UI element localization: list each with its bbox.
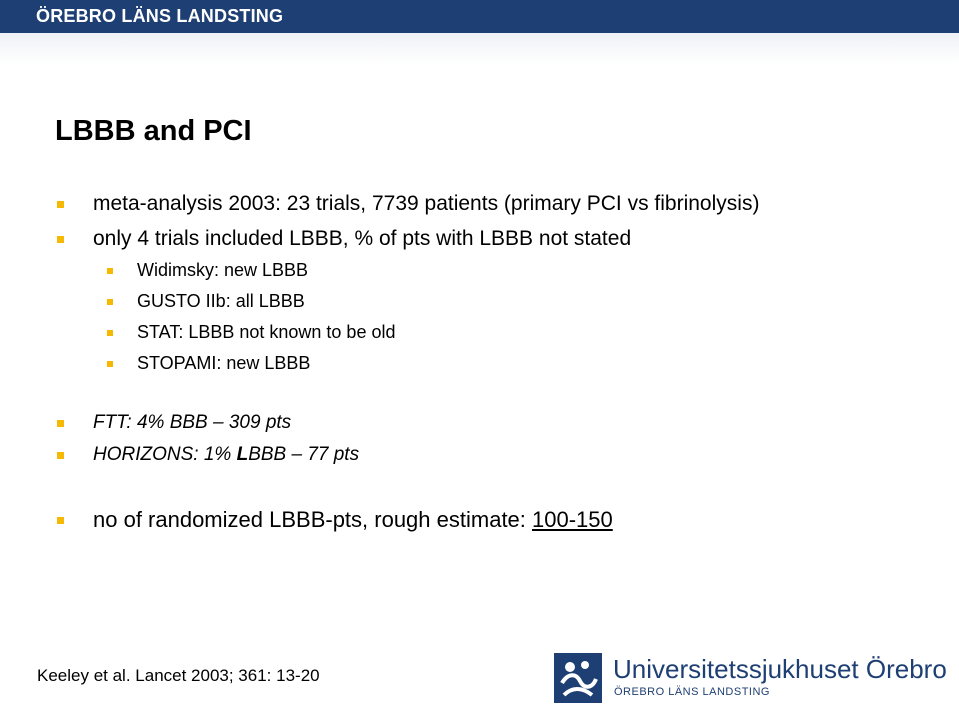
bullet-text: Widimsky: new LBBB xyxy=(137,260,309,280)
bullet-item xyxy=(57,507,613,533)
bullet-text: STAT: LBBB not known to be old xyxy=(137,322,396,342)
hospital-logo-icon xyxy=(554,653,602,703)
bullet-item xyxy=(57,227,631,251)
bullet-text-bold: L xyxy=(236,444,249,465)
bullet-square-icon xyxy=(107,361,113,367)
sub-bullet-item xyxy=(107,322,395,343)
sub-bullet-item xyxy=(107,260,308,281)
bullet-text: only 4 trials included LBBB, % of pts with LBBB not stated xyxy=(93,227,632,250)
bullet-square-icon xyxy=(107,330,113,336)
bullet-text: STOPAMI: new LBBB xyxy=(137,353,311,373)
bullet-text-prefix: HORIZONS: 1% xyxy=(93,444,237,465)
sub-bullet-item xyxy=(107,353,310,374)
bullet-text xyxy=(93,507,613,533)
header-gradient-band xyxy=(0,33,959,64)
slide-title: LBBB and PCI xyxy=(55,115,252,147)
bullet-square-icon xyxy=(57,201,64,208)
logo-name: Universitetssjukhuset Örebro xyxy=(613,654,947,684)
bullet-text-prefix: no of randomized LBBB-pts, rough estimate: xyxy=(93,507,533,532)
bullet-text-underlined: 100-150 xyxy=(532,507,613,532)
bullet-square-icon xyxy=(57,452,64,459)
bullet-text xyxy=(93,444,359,466)
bullet-square-icon xyxy=(57,420,64,427)
bullet-item xyxy=(57,444,359,466)
bullet-text: meta-analysis 2003: 23 trials, 7739 patients (primary PCI vs fibrinolysis) xyxy=(93,192,760,215)
bullet-text-suffix: BBB – 77 pts xyxy=(248,444,360,465)
bullet-square-icon xyxy=(107,268,113,274)
bullet-text: FTT: 4% BBB – 309 pts xyxy=(93,412,292,433)
bullet-item xyxy=(57,192,759,216)
logo-subtitle: ÖREBRO LÄNS LANDSTING xyxy=(614,686,770,698)
citation: Keeley et al. Lancet 2003; 361: 13-20 xyxy=(37,666,320,685)
header-bar xyxy=(0,0,959,33)
header-organization: ÖREBRO LÄNS LANDSTING xyxy=(36,6,284,26)
bullet-square-icon xyxy=(57,236,64,243)
bullet-text: GUSTO IIb: all LBBB xyxy=(137,291,305,311)
bullet-item xyxy=(57,412,291,434)
bullet-square-icon xyxy=(57,517,64,524)
bullet-square-icon xyxy=(107,299,113,305)
sub-bullet-item xyxy=(107,291,305,312)
